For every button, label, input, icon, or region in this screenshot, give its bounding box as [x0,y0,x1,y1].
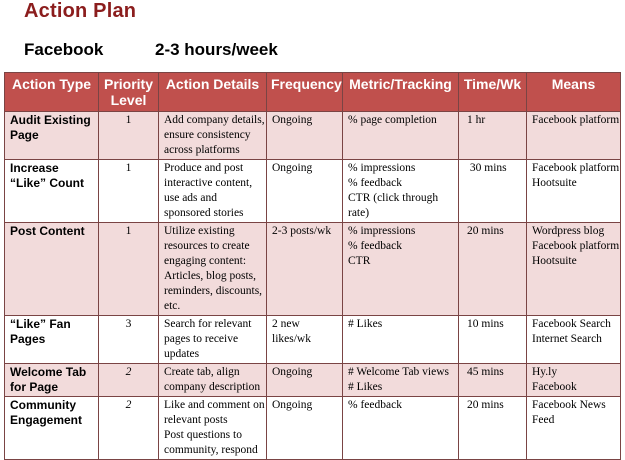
table-header-row [5,73,621,112]
cell-means-line: Facebook [532,381,577,393]
cell-frequency [267,112,343,160]
cell-metric-tracking-line: % feedback [348,240,402,252]
cell-means [527,316,621,364]
cell-action-details [159,112,267,160]
cell-means-line: Internet Search [532,333,602,345]
column-header-time-wk: Time/Wk [459,73,527,112]
cell-frequency-line: Ongoing [272,366,313,378]
hours-label: 2-3 hours/week [155,40,278,59]
cell-action-type: Audit Existing Page [5,112,99,160]
cell-means-line: Facebook platform [532,114,620,126]
column-header-action-details: Action Details [159,73,267,112]
cell-action-details-line: Search for relevant [164,318,252,330]
cell-means-line: Wordpress blog [532,225,605,237]
cell-priority-level: 1 [99,160,159,223]
column-header-frequency: Frequency [267,73,343,112]
table-row [5,160,621,223]
cell-action-details-line: Add company details, [164,114,265,126]
cell-metric-tracking-line: % impressions [348,225,416,237]
cell-action-details-line: community, respond [164,444,258,456]
column-header-action-type: Action Type [5,73,99,112]
cell-metric-tracking-line: # Likes [348,318,383,330]
cell-action-details-line: Post questions to [164,429,242,441]
cell-action-details-line: Produce and post [164,162,244,174]
cell-means-line: Facebook Search [532,318,611,330]
table-row [5,364,621,397]
cell-action-details-line: reminders, discounts, [164,285,263,297]
cell-frequency [267,223,343,316]
cell-action-details-line: Utilize existing [164,225,235,237]
cell-priority-level: 1 [99,112,159,160]
cell-priority-level: 2 [99,364,159,397]
cell-action-type: Welcome Tab for Page [5,364,99,397]
cell-means-line: Facebook News [532,399,606,411]
cell-metric-tracking-line: % feedback [348,177,402,189]
cell-action-details [159,160,267,223]
cell-action-type: Post Content [5,223,99,316]
cell-metric-tracking-line: % impressions [348,162,416,174]
cell-metric-tracking [343,223,459,316]
cell-metric-tracking-line: CTR (click through [348,192,439,204]
cell-action-details-line: Articles, blog posts, [164,270,256,282]
cell-metric-tracking [343,160,459,223]
column-header-priority-level: Priority Level [99,73,159,112]
table-row [5,316,621,364]
cell-means-line: Hootsuite [532,177,577,189]
cell-frequency-line: Ongoing [272,114,313,126]
cell-metric-tracking [343,316,459,364]
cell-metric-tracking-line: # Welcome Tab views [348,366,450,378]
cell-priority-level: 2 [99,397,159,460]
cell-metric-tracking [343,112,459,160]
cell-action-details-line: updates [164,348,200,360]
column-header-means: Means [527,73,621,112]
cell-time-wk: 1 hr [459,112,527,160]
cell-action-type: Community Engagement [5,397,99,460]
cell-means [527,160,621,223]
cell-metric-tracking [343,397,459,460]
cell-action-details-line: pages to receive [164,333,239,345]
cell-action-type: “Like” Fan Pages [5,316,99,364]
action-plan-table [4,72,621,460]
cell-frequency-line: 2-3 posts/wk [272,225,332,237]
cell-action-details-line: interactive content, [164,177,253,189]
table-row [5,223,621,316]
cell-action-details-line: Create tab, align [164,366,240,378]
cell-action-details-line: etc. [164,300,181,312]
cell-action-details-line: sponsored stories [164,207,244,219]
cell-frequency [267,316,343,364]
cell-priority-level: 3 [99,316,159,364]
cell-metric-tracking-line: CTR [348,255,371,267]
cell-means-line: Hootsuite [532,255,577,267]
cell-frequency-line: Ongoing [272,162,313,174]
cell-frequency [267,364,343,397]
cell-time-wk: 45 mins [459,364,527,397]
cell-means-line: Feed [532,414,555,426]
cell-metric-tracking-line: # Likes [348,381,383,393]
cell-frequency-line: likes/wk [272,333,311,345]
cell-metric-tracking-line: % feedback [348,399,402,411]
cell-action-details [159,223,267,316]
cell-action-details [159,364,267,397]
cell-time-wk: 20 mins [459,223,527,316]
cell-action-details-line: ensure consistency [164,129,251,141]
cell-means [527,112,621,160]
cell-means-line: Facebook platform [532,240,620,252]
cell-action-details-line: relevant posts [164,414,228,426]
table-row [5,112,621,160]
cell-means [527,364,621,397]
cell-frequency [267,397,343,460]
page-title: Action Plan [24,0,137,22]
table-row [5,397,621,460]
cell-frequency-line: Ongoing [272,399,313,411]
cell-means-line: Hy.ly [532,366,558,378]
cell-time-wk: 30 mins [459,160,527,223]
cell-metric-tracking-line: rate) [348,207,370,219]
cell-metric-tracking [343,364,459,397]
cell-time-wk: 20 mins [459,397,527,460]
cell-action-details-line: resources to create [164,240,250,252]
cell-metric-tracking-line: % page completion [348,114,437,126]
cell-action-details-line: engaging content: [164,255,247,267]
cell-priority-level: 1 [99,223,159,316]
column-header-metric-tracking: Metric/Tracking [343,73,459,112]
cell-action-details [159,316,267,364]
cell-action-details-line: Like and comment on [164,399,265,411]
cell-frequency-line: 2 new [272,318,300,330]
cell-action-details-line: across platforms [164,144,240,156]
cell-action-type: Increase “Like” Count [5,160,99,223]
cell-means [527,397,621,460]
cell-action-details [159,397,267,460]
cell-means [527,223,621,316]
cell-frequency [267,160,343,223]
cell-time-wk: 10 mins [459,316,527,364]
platform-label: Facebook [24,40,104,59]
cell-means-line: Facebook platform [532,162,620,174]
cell-action-details-line: use ads and [164,192,218,204]
cell-action-details-line: company description [164,381,261,393]
